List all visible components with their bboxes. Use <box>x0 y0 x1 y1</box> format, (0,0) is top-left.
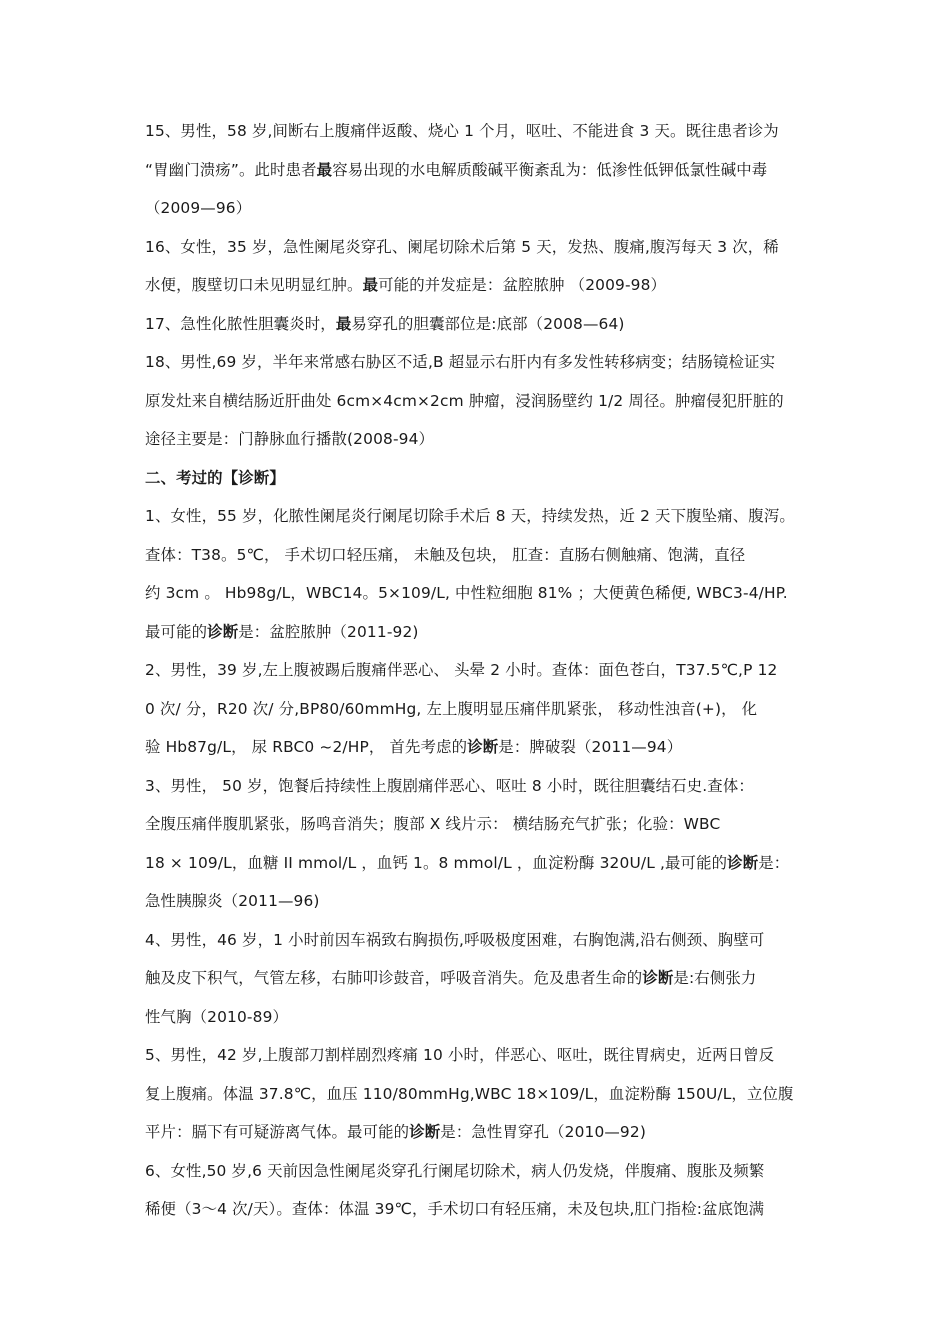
text-segment: 诊断 <box>467 738 499 756</box>
text-segment: 途径主要是：门静脉血行播散(2008-94） <box>145 430 435 448</box>
text-segment: 诊断 <box>207 622 239 641</box>
text-segment: 性气胸（2010-89） <box>145 1007 289 1026</box>
text-segment: 18、男性,69 岁，半年来常感右胁区不适,B 超显示右肝内有多发性转移病变；结肠镜检证实 <box>145 353 776 371</box>
text-segment: 触及皮下积气，气管左移，右肺叩诊鼓音，呼吸音消失。危及患者生命的 <box>145 969 643 987</box>
text-segment: 稀便（3～4 次/天）。查体：体温 39℃，手术切口有轻压痛，未及包块,肛门指检:盆底饱满 <box>145 1200 765 1218</box>
text-segment: 是：急性胃穿孔（2010—92) <box>440 1123 646 1141</box>
text-line <box>145 1113 810 1152</box>
section-heading <box>145 459 810 498</box>
text-segment: 最 <box>335 314 352 333</box>
text-line <box>145 151 810 190</box>
text-segment: 6、女性,50 岁,6 天前因急性阑尾炎穿孔行阑尾切除术，病人仍发烧，伴腹痛、腹胀及频繁 <box>145 1161 765 1180</box>
text-line <box>145 1190 810 1229</box>
text-segment: 可能的并发症是：盆腔脓肿 （2009-98） <box>378 276 667 294</box>
text-line <box>145 1075 810 1114</box>
text-segment: 17、急性化脓性胆囊炎时， <box>145 314 336 333</box>
text-line <box>145 497 810 536</box>
text-line <box>145 574 810 613</box>
text-segment: 查体：T38。5℃， 手术切口轻压痛， 未触及包块， 肛查：直肠右侧触痛、饱满，直径 <box>145 545 746 564</box>
text-segment: 平片：膈下有可疑游离气体。最可能的 <box>145 1123 410 1141</box>
text-segment: 容易出现的水电解质酸碱平衡紊乱为：低渗性低钾低氯性碱中毒 <box>332 160 768 179</box>
text-segment: 0 次/ 分，R20 次/ 分,BP80/60mmHg, 左上腹明显压痛伴肌紧张， 移动性浊音(+)， 化 <box>145 699 758 718</box>
text-line <box>145 536 810 575</box>
text-line <box>145 266 810 305</box>
text-segment: 5、男性，42 岁,上腹部刀割样剧烈疼痛 10 小时，伴恶心、呕吐，既往胃病史，近两日曾反 <box>145 1046 775 1064</box>
text-line <box>145 382 810 421</box>
text-segment: 是：脾破裂（2011—94） <box>498 738 683 756</box>
text-segment: 二、考过的【诊断】 <box>145 468 285 487</box>
text-line <box>145 613 810 652</box>
text-line <box>145 921 810 960</box>
text-line <box>145 805 810 844</box>
text-segment: 原发灶来自横结肠近肝曲处 6cm×4cm×2cm 肿瘤，浸润肠壁约 1/2 周径。肿瘤侵犯肝脏的 <box>145 391 784 410</box>
text-segment: 是:右侧张力 <box>673 969 757 987</box>
text-line <box>145 112 810 151</box>
text-segment: 16、女性，35 岁，急性阑尾炎穿孔、阑尾切除术后第 5 天，发热、腹痛,腹泻每天 3 次，稀 <box>145 237 779 256</box>
text-segment: 4、男性，46 岁，1 小时前因车祸致右胸损伤,呼吸极度困难，右胸饱满,沿右侧颈、胸壁可 <box>145 930 765 949</box>
text-segment: 最可能的 <box>145 622 208 641</box>
text-segment: 是：盆腔脓肿（2011-92) <box>238 622 419 641</box>
text-segment: 全腹压痛伴腹肌紧张，肠鸣音消失；腹部 X 线片示： 横结肠充气扩张；化验：WBC <box>145 815 721 833</box>
text-line <box>145 728 810 767</box>
text-segment: 最 <box>316 160 333 179</box>
text-line <box>145 189 810 228</box>
text-segment: 易穿孔的胆囊部位是:底部（2008—64) <box>351 314 625 333</box>
text-line <box>145 690 810 729</box>
text-segment: 约 3cm 。 Hb98g/L，WBC14。5×109/L, 中性粒细胞 81% ；大便黄色稀便, WBC3-4/HP. <box>145 584 788 602</box>
text-segment: 最 <box>362 276 379 294</box>
text-segment: 15、男性，58 岁,间断右上腹痛伴返酸、烧心 1 个月，呕吐、不能进食 3 天。既往患者诊为 <box>145 122 779 140</box>
text-segment: 2、男性，39 岁,左上腹被踢后腹痛伴恶心、 头晕 2 小时。查体：面色苍白，T37.5℃,P 12 <box>145 661 778 679</box>
text-line <box>145 1152 810 1191</box>
text-line <box>145 420 810 459</box>
text-segment: （2009—96） <box>145 199 252 217</box>
text-segment: 18 × 109/L，血糖 II mmol/L ，血钙 1。8 mmol/L ，血淀粉酶 320U/L ,最可能的 <box>145 853 728 872</box>
text-line <box>145 959 810 998</box>
text-segment: 水便，腹壁切口未见明显红肿。 <box>145 276 363 294</box>
text-line <box>145 844 810 883</box>
text-line <box>145 767 810 806</box>
text-segment: 诊断 <box>409 1123 441 1141</box>
text-line <box>145 228 810 267</box>
text-line <box>145 343 810 382</box>
text-line <box>145 998 810 1037</box>
text-segment: “胃幽门溃疡”。此时患者 <box>145 160 317 179</box>
text-line <box>145 651 810 690</box>
text-segment: 验 Hb87g/L， 尿 RBC0 ~2/HP， 首先考虑的 <box>145 738 468 756</box>
text-segment: 1、女性，55 岁，化脓性阑尾炎行阑尾切除手术后 8 天，持续发热，近 2 天下腹坠痛、腹泻。 <box>145 507 795 525</box>
text-line <box>145 882 810 921</box>
text-segment: 诊断 <box>727 853 759 872</box>
text-segment: 诊断 <box>642 969 674 987</box>
text-line <box>145 305 810 344</box>
text-segment: 3、男性， 50 岁，饱餐后持续性上腹剧痛伴恶心、呕吐 8 小时，既往胆囊结石史.查体： <box>145 776 754 795</box>
text-line <box>145 1036 810 1075</box>
text-segment: 复上腹痛。体温 37.8℃，血压 110/80mmHg,WBC 18×109/L，血淀粉酶 150U/L，立位腹 <box>145 1084 794 1103</box>
text-segment: 是： <box>758 853 790 872</box>
text-segment: 急性胰腺炎（2011—96) <box>145 892 320 910</box>
document-body <box>145 112 810 1229</box>
